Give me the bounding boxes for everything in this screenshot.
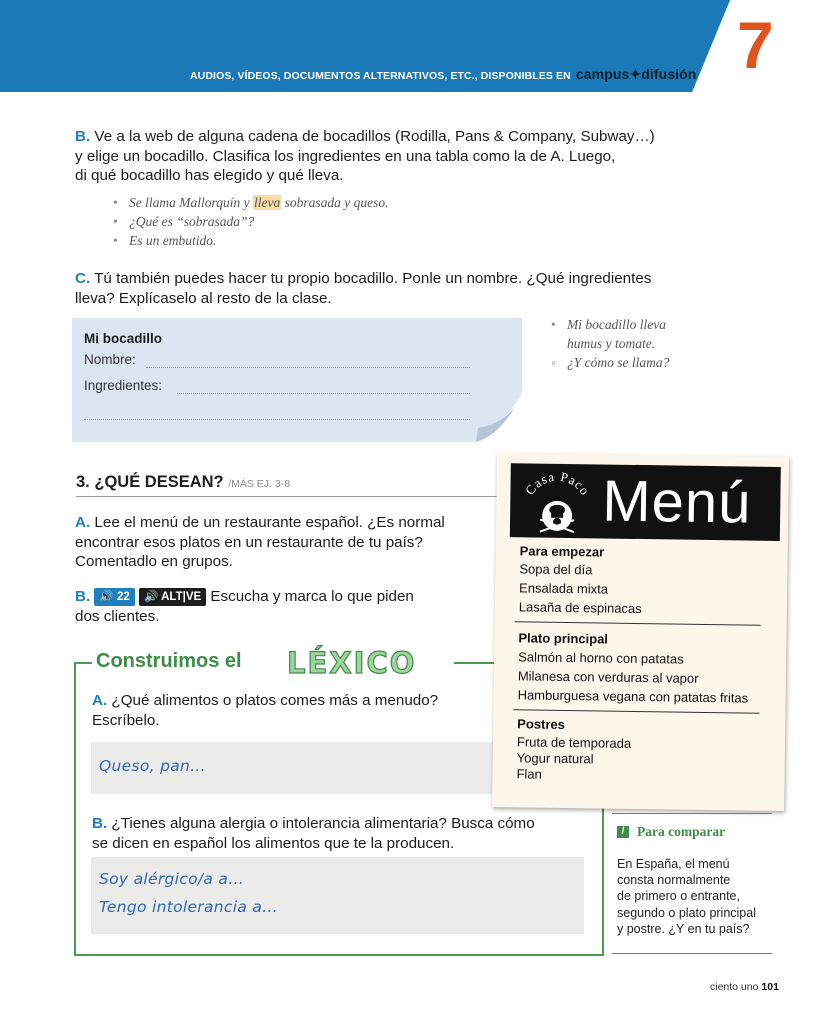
ingredients-input-line[interactable] (177, 393, 470, 394)
lexico-word-logo (285, 640, 453, 685)
menu-item: Hamburguesa vegana con patatas fritas (517, 687, 749, 706)
example-item (551, 315, 669, 353)
exercise-b-text (75, 127, 655, 186)
section3-a-text (75, 513, 445, 572)
exercise-c-label: C. (75, 270, 91, 287)
lexico-b-line2: se dicen en español los alimentos que te la producen. (92, 834, 455, 852)
section3-a-label: A. (75, 514, 91, 531)
pc-line: consta normalmente (617, 873, 731, 888)
audio-alt-label: ALT (161, 590, 183, 603)
example-item: • ¿Qué es “sobrasada”? (113, 212, 389, 231)
section-divider (76, 496, 497, 497)
lexico-b-answer1: Soy alérgico/a a… (99, 870, 245, 888)
lexico-a-line1: ¿Qué alimentos o platos comes más a menudo? (111, 692, 439, 709)
name-input-line[interactable] (146, 367, 470, 368)
menu-section-title: Para empezar (519, 543, 605, 560)
casa-paco-logo (516, 465, 599, 538)
exercise-c-text (75, 269, 651, 308)
menu-header (510, 463, 781, 541)
campus-difusion-logo[interactable]: campus✦difusión (575, 66, 697, 82)
speaker-icon: 🔊 (143, 590, 159, 603)
exercise-b-label: B. (75, 128, 91, 145)
lexico-box-top-left (74, 662, 92, 664)
pc-line: segundo o plato principal (617, 905, 756, 920)
lexico-a-answer: Queso, pan… (99, 757, 206, 775)
menu-word: Menú (601, 468, 752, 536)
field-ingredients-label: Ingredientes: (84, 378, 163, 393)
pc-line: En España, el menú (617, 857, 730, 871)
side-example1-b: humus y tomate. (567, 336, 656, 351)
unit-number: 7 (737, 8, 774, 82)
example-item: ◦ ¿Y cómo se llama? (551, 353, 669, 372)
exercise-c-line2: lleva? Explícaselo al resto de la clase. (75, 289, 332, 307)
svg-text:Casa Paco (522, 468, 594, 498)
lexico-b-label: B. (92, 815, 108, 832)
section3-a-line2: encontrar esos platos en un restaurante de tu país? (75, 533, 423, 551)
banner-caption: AUDIOS, VÍDEOS, DOCUMENTOS ALTERNATIVOS, ETC., DISPONIBLES EN (190, 70, 571, 82)
section3-b-text (75, 587, 414, 626)
section-title (76, 473, 290, 492)
speaker-icon: 🔊 (99, 590, 114, 603)
example1-post: sobrasada y queso. (281, 195, 389, 210)
section-number: 3. (76, 473, 90, 491)
lexico-b-answer-box[interactable] (91, 857, 584, 934)
exercise-b-line2: y elige un bocadillo. Clasifica los ingredientes en una tabla como la de A. Luego, (75, 147, 616, 165)
menu-divider (513, 709, 759, 713)
section-heading: ¿QUÉ DESEAN? (94, 473, 224, 491)
para-comparar-title: Para comparar (637, 824, 726, 839)
exercise-c-examples (551, 315, 669, 372)
lexico-a-text (92, 691, 438, 730)
lexico-a-label: A. (92, 692, 108, 709)
menu-item: Milanesa con verduras al vapor (517, 668, 699, 686)
menu-item: Flan (516, 766, 542, 782)
exercise-b-line3: di qué bocadillo has elegido y qué lleva. (75, 167, 344, 184)
menu-item: Fruta de temporada (516, 734, 632, 751)
lexico-title: Construimos el (96, 650, 242, 672)
page-number-value: 101 (761, 981, 779, 993)
audio-track-number: 22 (116, 590, 130, 603)
para-comparar-text (617, 856, 775, 937)
menu-divider (515, 621, 761, 625)
restaurant-name: Casa Paco (521, 468, 594, 499)
example-item (113, 193, 389, 212)
audio-alt-button[interactable]: 🔊 ALT|VE (139, 588, 206, 606)
para-comparar-icon: / (617, 826, 629, 838)
menu-item: Salmón al horno con patatas (518, 649, 684, 667)
menu-section-title: Postres (517, 716, 566, 732)
lexico-word: LÉXICO (287, 646, 417, 680)
page-words: ciento uno (710, 981, 759, 993)
menu-section-title: Plato principal (518, 630, 609, 647)
header-banner-text (190, 66, 696, 83)
example1-pre: Se llama Mallorquín y (129, 195, 253, 210)
menu-item: Yogur natural (516, 750, 594, 767)
lexico-b-line1: ¿Tienes alguna alergia o intolerancia alimentaria? Busca cómo (111, 815, 535, 832)
menu-item: Ensalada mixta (519, 580, 609, 597)
audio-ve-label: VE (185, 590, 202, 603)
section3-b-line1: Escucha y marca lo que piden (210, 588, 414, 605)
exercise-b-examples (113, 193, 389, 250)
pc-line: de primero o entrante, (617, 889, 740, 904)
example-item: • Es un embutido. (113, 231, 389, 250)
side-example1-a: Mi bocadillo lleva (567, 317, 666, 332)
exercise-b-line1: Ve a la web de alguna cadena de bocadillos (Rodilla, Pans & Company, Subway…) (94, 128, 655, 145)
highlighted-word: lleva (254, 195, 281, 210)
lexico-a-line2: Escríbelo. (92, 711, 160, 729)
menu-item: Lasaña de espinacas (518, 599, 642, 617)
pc-line: y postre. ¿Y en tu país? (617, 921, 750, 936)
exercise-c-line1: Tú también puedes hacer tu propio bocadillo. Ponle un nombre. ¿Qué ingredientes (94, 270, 652, 287)
audio-track-button[interactable] (94, 588, 134, 606)
restaurant-menu-card (492, 453, 789, 811)
field-name-label: Nombre: (84, 352, 136, 367)
section3-a-line3: Comentadlo en grupos. (75, 553, 233, 570)
section3-a-line1: Lee el menú de un restaurante español. ¿Es normal (94, 514, 445, 531)
lexico-b-answer2: Tengo intolerancia a… (99, 898, 278, 916)
menu-item: Sopa del día (519, 561, 593, 578)
para-comparar-rule-top (612, 813, 772, 814)
section3-b-line2: dos clientes. (75, 607, 160, 625)
lexico-b-text (92, 814, 535, 853)
section-ref[interactable]: /MÁS EJ. 3-8 (228, 478, 291, 490)
para-comparar-rule-bottom (612, 953, 772, 954)
card-title: Mi bocadillo (84, 331, 163, 346)
page-number (710, 981, 779, 993)
lexico-blocks (285, 640, 453, 680)
section3-b-label: B. (75, 588, 91, 605)
ingredients-input-line-2[interactable] (84, 419, 470, 420)
